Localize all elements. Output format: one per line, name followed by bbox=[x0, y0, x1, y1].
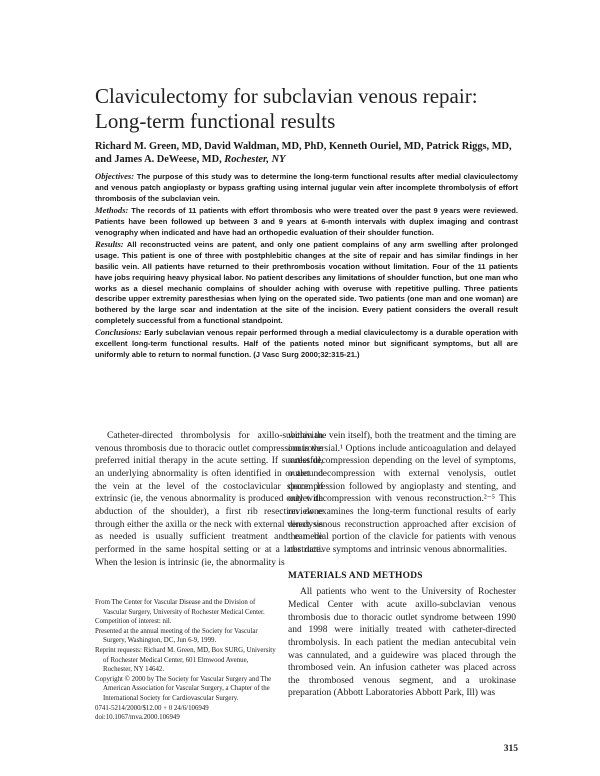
abstract-methods bbox=[95, 205, 518, 239]
footnote: Copyright © 2000 by The Society for Vascular Surgery and The American Association for Vascular Surgery, a Chapter of the International Society for Cardiovascular Surgery. bbox=[95, 675, 272, 702]
abstract-text: The records of 11 patients with effort thrombosis who were treated over the past 9 years were reviewed. Patients have been followed up between 3 and 9 years at 6-month intervals with duplex imaging and contrast venography when indicated and have had an orthopedic evaluation of their shoulder function. bbox=[95, 205, 518, 237]
author-list bbox=[95, 140, 515, 166]
abstract-objectives bbox=[95, 171, 518, 205]
author-names: Richard M. Green, MD, David Waldman, MD, PhD, Kenneth Ouriel, MD, Patrick Riggs, MD, and James A. DeWeese, MD, bbox=[95, 141, 512, 165]
abstract-label: Objectives: bbox=[95, 171, 135, 181]
body-paragraph: Catheter-directed thrombolysis for axillo-subclavian venous thrombosis due to thoracic outlet compression is the preferred initial therapy in the acute setting. If successful, an underlying abnormality is often identified in or around the vein at the level of the costoclavicular space. If extrinsic (ie, the venous abnormality is produced only with abduction of the shoulder), a first rib resection done through either the axilla or the neck with external venolysis as needed is usually sufficient treatment and can be performed in the same hospital setting or at a later date. When the lesion is intrinsic (ie, the abnormality is bbox=[95, 431, 323, 568]
abstract bbox=[95, 171, 518, 361]
abstract-text: Early subclavian venous repair performed through a medial claviculectomy is a durable operation with excellent long-term functional results. Half of the patients noted minor but significant symptoms, but all are uniformly able to return to normal function. (J Vasc Surg 2000;32:315-21.) bbox=[95, 328, 518, 360]
article-title: Claviculectomy for subclavian venous repair: Long-term functional results bbox=[95, 84, 478, 133]
abstract-text: The purpose of this study was to determine the long-term functional results after medial claviculectomy and venous patch angioplasty or bypass grafting using internal jugular vein after incomplete thrombolysis of effort thrombosis of the subclavian vein. bbox=[95, 172, 518, 203]
body-column-right bbox=[288, 430, 516, 700]
body-paragraph: All patients who went to the University of Rochester Medical Center with acute axillo-subclavian venous thrombosis due to thoracic outlet syndrome between 1990 and 1998 were initially treated with catheter-directed thrombolysis. In each patient the median antecubital vein was cannulated, and a guidewire was placed through the thrombosed vein. An infusion catheter was placed across the thrombosed venous segment, and a urokinase preparation (Abbott Laboratories Abbott Park, Ill) was bbox=[288, 587, 516, 699]
footnote: Competition of interest: nil. bbox=[95, 618, 172, 626]
author-location: Rochester, NY bbox=[224, 154, 286, 165]
abstract-results bbox=[95, 239, 518, 328]
section-heading: MATERIALS AND METHODS bbox=[288, 570, 423, 581]
footnotes bbox=[95, 598, 279, 723]
abstract-label: Conclusions: bbox=[95, 327, 142, 338]
abstract-conclusions bbox=[95, 327, 518, 361]
body-paragraph: within the vein itself), both the treatment and the timing are controversial.¹ Options include anticoagulation and delayed outlet decompression depending on the level of symptoms, outlet decompression with external venolysis, outlet decompression followed by angioplasty and stenting, and outlet decompression with venous reconstruction.²⁻⁵ This review examines the long-term functional results of early direct venous reconstruction approached after excision of the medial portion of the clavicle for patients with venous obstructive symptoms and intrinsic venous abnormalities. bbox=[288, 431, 516, 555]
footnote: Reprint requests: Richard M. Green, MD, Box SURG, University of Rochester Medical Center, 601 Elmwood Avenue, Rochester, NY 14642. bbox=[95, 646, 276, 674]
footnote: From The Center for Vascular Disease and the Division of Vascular Surgery, University of Rochester Medical Center. bbox=[95, 599, 265, 616]
footnote: 0741-5214/2000/$12.00 + 0 24/6/106949 bbox=[95, 704, 209, 712]
footnote: Presented at the annual meeting of the Society for Vascular Surgery, Washington, DC, Jun 6-9, 1999. bbox=[95, 627, 258, 645]
abstract-text: All reconstructed veins are patent, and only one patient complains of any arm swelling after prolonged usage. This patient is one of three with postphlebitic changes at the site of repair and has similar findings in her basilic vein. All patients have returned to their prethrombosis vocation without limitation. Four of the 11 patients have jobs requiring heavy physical labor. No patient describes any limitations of shoulder function, but one man who works as a diesel mechanic complains of shoulder aching with overuse with repetitive pulling. Three patients describe upper extremity paresthesias when lying on the operated side. Two patients (one man and one woman) are bothered by the large scar and indentation at the site of the incision. Every patient considers the overall result completely successful from a functional standpoint. bbox=[95, 239, 519, 326]
footnote: doi:10.1067/mva.2000.106949 bbox=[95, 714, 180, 722]
abstract-label: Results: bbox=[95, 238, 124, 249]
page-number: 315 bbox=[503, 744, 518, 754]
abstract-label: Methods: bbox=[95, 204, 129, 215]
